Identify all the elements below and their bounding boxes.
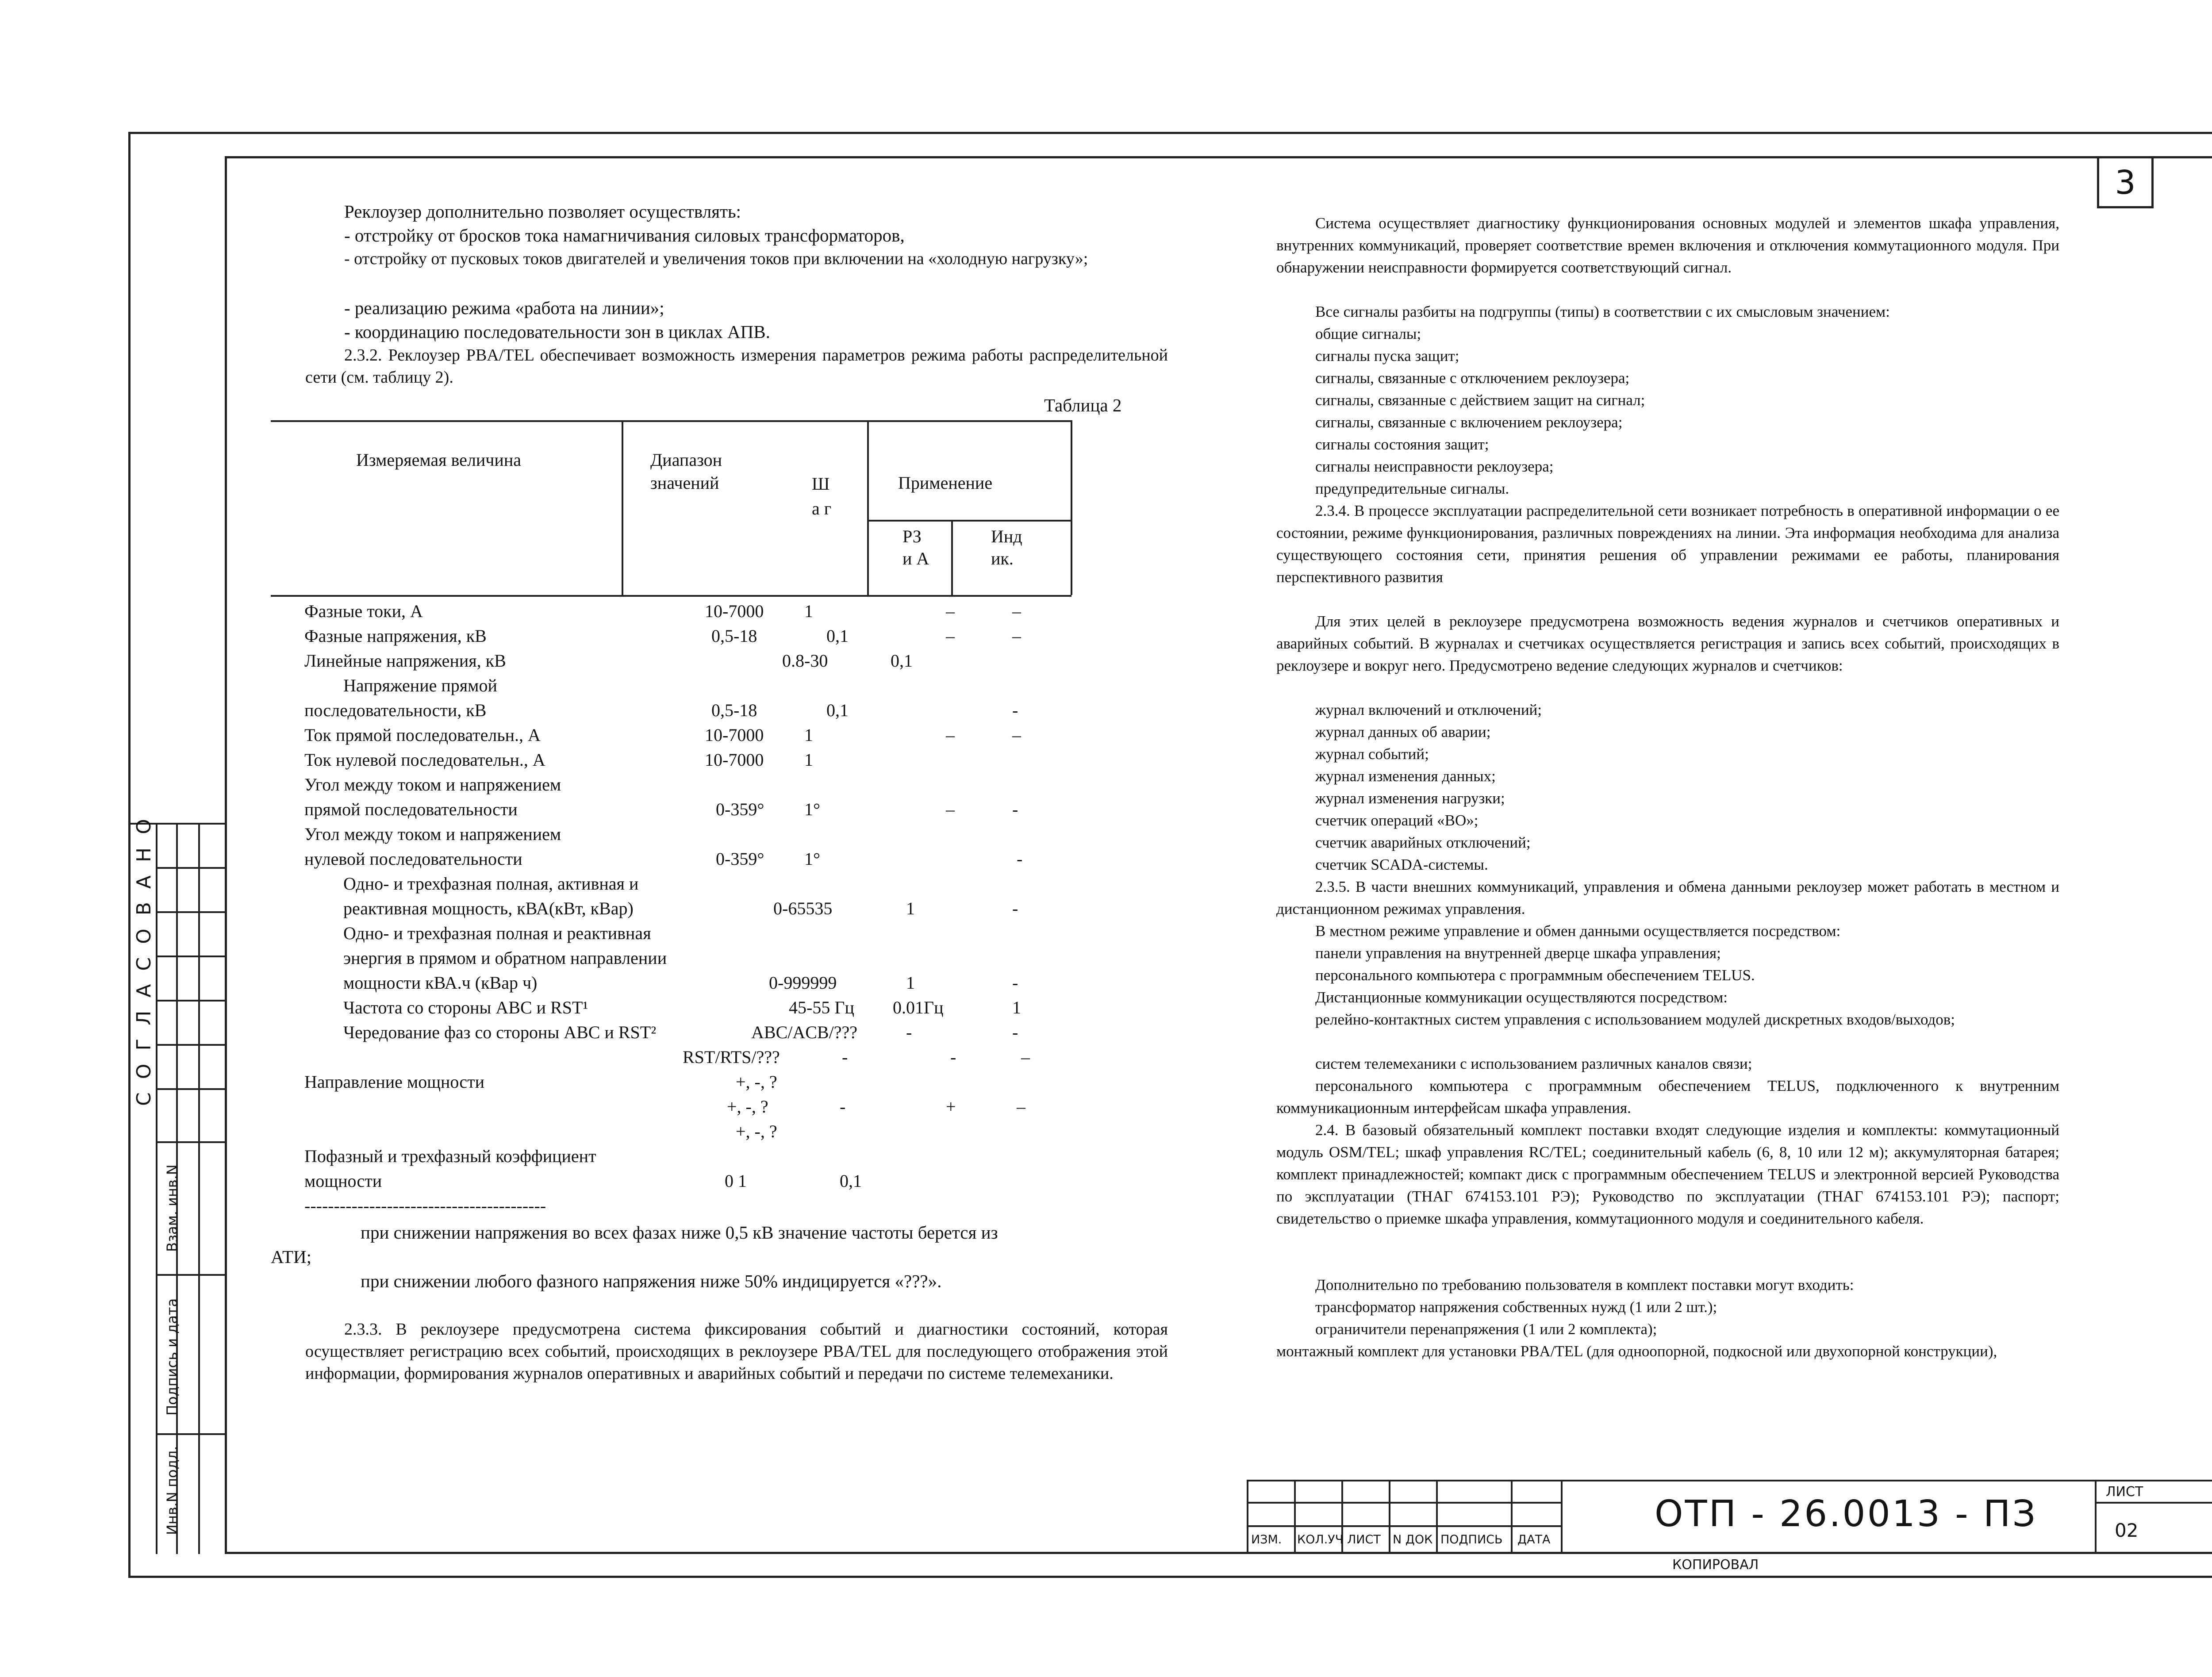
th-rz: РЗ и А xyxy=(902,526,929,568)
table-border xyxy=(951,520,953,595)
intro-text: Реклоузер дополнительно позволяет осуществлять: xyxy=(344,201,741,222)
table-row: Линейные напряжения, кВ 0.8-30 0,1 xyxy=(304,651,913,671)
footnote-rule: ----------------------------------------- xyxy=(304,1196,546,1216)
bullet-2: - отстройку от пусковых токов двигателей и увеличения токов при включении на «холодную нагрузку»; xyxy=(344,249,1088,268)
list-item: персонального компьютера с программным обеспечением TELUS. xyxy=(1315,967,1755,984)
table-border xyxy=(867,520,1071,522)
table-row: энергия в прямом и обратном направлении xyxy=(343,948,667,968)
list-item: счетчик аварийных отключений; xyxy=(1315,834,1531,851)
title-block-border xyxy=(1247,1480,2212,1481)
table-border xyxy=(622,420,623,595)
tb-col-izm: ИЗМ. xyxy=(1251,1533,1282,1547)
list-item: сигналы пуска защит; xyxy=(1315,347,1459,365)
sheet-number: 3 xyxy=(2097,156,2154,208)
table-row: Фазные токи, А 10-7000 1 – – xyxy=(304,601,1021,621)
right-p234: 2.3.4. В процессе эксплуатации распределительной сети возникает потребность в оперативной информации о ее состоянии, режиме функционирования, различных повреждениях на линии. Эта информация необходима для анализа существующего состояния сети, принятия решения об управлении режимами ее работы, планирования перспективного развития xyxy=(1276,502,2059,586)
document-code: ОТП - 26.0013 - ПЗ xyxy=(1655,1493,2038,1535)
list-item: журнал включений и отключений; xyxy=(1315,701,1542,718)
table-border xyxy=(867,420,869,595)
stamp-line xyxy=(156,1000,225,1002)
stamp-line xyxy=(156,823,157,1554)
th-step: Ш а г xyxy=(812,474,832,518)
bullet-3: - реализацию режима «работа на линии»; xyxy=(344,298,664,318)
right-remote-1: релейно-контактных систем управления с использованием модулей дискретных входов/выходов; xyxy=(1315,1011,1955,1028)
paragraph-233: 2.3.3. В реклоузере предусмотрена система фиксирования событий и диагностики состояний, которая осуществляет регистрацию всех событий, происходящих в реклоузере PBA/TEL для последующего отображения этой информации, формирования журналов оперативных и аварийных событий и передачи по системе телемеханики. xyxy=(305,1320,1168,1383)
th-measured: Измеряемая величина xyxy=(356,450,521,470)
stamp-line xyxy=(156,1274,225,1276)
table-row: Пофазный и трехфазный коэффициент xyxy=(304,1146,596,1166)
right-p-local: В местном режиме управление и обмен данными осуществляется посредством: xyxy=(1315,922,1841,940)
table-row: мощности кВА.ч (кВар ч) 0-999999 1 - xyxy=(343,973,1018,993)
table-row: Одно- и трехфазная полная и реактивная xyxy=(343,923,651,943)
table-row: +, -, ? - + – xyxy=(727,1097,1025,1117)
table-row: реактивная мощность, кВА(кВт, кВар) 0-65535 1 - xyxy=(343,898,1018,918)
table-row: Одно- и трехфазная полная, активная и xyxy=(343,874,639,894)
bullet-4: - координацию последовательности зон в циклах АПВ. xyxy=(344,322,770,342)
th-range-2: значений xyxy=(650,473,719,493)
table-row: Фазные напряжения, кВ 0,5-18 0,1 – – xyxy=(304,626,1021,646)
list-item: счетчик операций «ВО»; xyxy=(1315,812,1479,829)
table-row: мощности 0 1 0,1 xyxy=(304,1171,862,1191)
title-block-border xyxy=(1561,1480,1563,1554)
right-extra-3: монтажный комплект для установки PBA/TEL (для одноопорной, подкосной или двухопорной конструкции), xyxy=(1276,1343,1997,1360)
bullet-1: - отстройку от бросков тока намагничивания силовых трансформаторов, xyxy=(344,225,905,246)
tb-col-kol: КОЛ.УЧ xyxy=(1297,1533,1344,1547)
list-item: журнал изменения данных; xyxy=(1315,768,1496,785)
journals-list xyxy=(1315,699,2058,876)
list-item: сигналы неисправности реклоузера; xyxy=(1315,458,1554,475)
table-row: Чередование фаз со стороны АВС и RST² ABC/ACB/??? - - xyxy=(343,1022,1018,1042)
stamp-replace-inv: Взам. инв.N xyxy=(164,1164,180,1252)
table-row: прямой последовательности 0-359° 1° – - xyxy=(304,799,1018,819)
title-block-border xyxy=(1511,1480,1513,1554)
stamp-line xyxy=(156,867,225,869)
tb-list-number: 02 xyxy=(2115,1520,2139,1541)
stamp-line xyxy=(156,1141,225,1143)
table-row: Направление мощности +, -, ? xyxy=(304,1072,777,1092)
footnote-1: при снижении напряжения во всех фазах ниже 0,5 кВ значение частоты берется из xyxy=(361,1222,998,1243)
list-item: сигналы, связанные с включением реклоузера; xyxy=(1315,414,1623,431)
tb-col-sign: ПОДПИСЬ xyxy=(1440,1533,1503,1547)
signals-list xyxy=(1315,323,2058,500)
stamp-line xyxy=(156,956,225,957)
table-border xyxy=(1071,420,1072,595)
th-ind: Инд ик. xyxy=(991,526,1022,568)
right-p2: Все сигналы разбиты на подгруппы (типы) в соответствии с их смысловым значением: xyxy=(1315,303,1890,320)
table-label: Таблица 2 xyxy=(1044,395,1122,415)
list-item: журнал изменения нагрузки; xyxy=(1315,790,1505,807)
right-p-remote: Дистанционные коммуникации осуществляются посредством: xyxy=(1315,989,1728,1006)
table-body xyxy=(304,600,1079,1194)
table-row: RST/RTS/??? - - – xyxy=(683,1047,1030,1067)
table-row: Ток прямой последовательн., А 10-7000 1 – – xyxy=(304,725,1021,745)
paragraph-232: 2.3.2. Реклоузер PBA/TEL обеспечивает возможность измерения параметров режима работы распределительной сети (см. таблицу 2). xyxy=(305,346,1168,387)
local-list xyxy=(1315,942,2058,986)
table-row: нулевой последовательности 0-359° 1° - xyxy=(304,849,1023,869)
list-item: предупредительные сигналы. xyxy=(1315,480,1509,497)
right-p-goals: Для этих целей в реклоузере предусмотрена возможность ведения журналов и счетчиков оперативных и аварийных событий. В журналах и счетчиках осуществляется регистрация и запись всех событий, происходящих в реклоузере и вокруг него. Предусмотрено ведение следующих журналов и счетчиков: xyxy=(1276,613,2059,674)
tb-col-list: ЛИСТ xyxy=(1347,1533,1381,1547)
table-row: Ток нулевой последовательн., А 10-7000 1 xyxy=(304,750,813,770)
list-item: общие сигналы; xyxy=(1315,325,1421,342)
tb-col-ndoc: N ДОК xyxy=(1393,1533,1433,1547)
table-row: последовательности, кВ 0,5-18 0,1 - xyxy=(304,700,1018,720)
list-item: журнал событий; xyxy=(1315,745,1429,763)
stamp-inv-orig: Инв.N подл. xyxy=(164,1446,180,1535)
list-item: сигналы состояния защит; xyxy=(1315,436,1489,453)
table-row: Угол между током и напряжением xyxy=(304,775,561,794)
stamp-line xyxy=(156,1433,225,1435)
list-item: панели управления на внутренней дверце шкафа управления; xyxy=(1315,944,1721,962)
th-range-1: Диапазон xyxy=(650,450,722,470)
footnote-1-cont: АТИ; xyxy=(271,1247,312,1267)
right-p-extra: Дополнительно по требованию пользователя в комплект поставки могут входить: xyxy=(1315,1276,1854,1293)
title-block-border xyxy=(1389,1480,1390,1554)
stamp-sign-date: Подпись и дата xyxy=(164,1298,180,1416)
stamp-line xyxy=(156,1044,225,1046)
table-row: Угол между током и напряжением xyxy=(304,824,561,844)
copied-label: КОПИРОВАЛ xyxy=(1672,1557,1759,1573)
stamp-line xyxy=(156,1088,225,1090)
right-extra-1: трансформатор напряжения собственных нужд (1 или 2 шт.); xyxy=(1315,1298,1717,1316)
right-remote-3: персонального компьютера с программным обеспечением TELUS, подключенного к внутренним коммуникационным интерфейсам шкафа управления. xyxy=(1276,1077,2059,1117)
stamp-line xyxy=(156,911,225,913)
right-p24: 2.4. В базовый обязательный комплект поставки входят следующие изделия и комплекты: коммутационный модуль OSM/TEL; шкаф управления RC/TEL; соединительный кабель (6, 8, 10 или 12 м); аккумуляторная батарея; комплект принадлежностей; компакт диск с программным обеспечением TELUS и электронной версией Руководства по эксплуатации (ТНАГ 674153.101 РЭ); Руководство по эксплуатации (ТНАГ 674153.101 РЭ); паспорт; свидетельство о приемке шкафа управления, коммутационного модуля и соединительного кабеля. xyxy=(1276,1121,2059,1227)
title-block-border xyxy=(1294,1480,1296,1554)
title-block-border xyxy=(1436,1480,1438,1554)
table-row: Напряжение прямой xyxy=(343,675,497,695)
tb-col-date: ДАТА xyxy=(1517,1533,1551,1547)
right-p235: 2.3.5. В части внешних коммуникаций, управления и обмена данными реклоузер может работать в местном и дистанционном режимах управления. xyxy=(1276,878,2059,917)
stamp-line xyxy=(198,823,200,1554)
title-block-border xyxy=(2095,1502,2212,1504)
table-border xyxy=(271,420,1071,422)
footnote-2: при снижении любого фазного напряжения ниже 50% индицируется «???». xyxy=(361,1271,942,1291)
right-remote-2: систем телемеханики с использованием различных каналов связи; xyxy=(1315,1055,1752,1072)
list-item: сигналы, связанные с действием защит на сигнал; xyxy=(1315,391,1645,409)
list-item: счетчик SCADA-системы. xyxy=(1315,856,1488,873)
th-application: Применение xyxy=(898,473,993,493)
list-item: журнал данных об аварии; xyxy=(1315,723,1491,741)
table-row: +, -, ? xyxy=(736,1121,777,1141)
title-block-border xyxy=(2095,1480,2097,1554)
table-row: Частота со стороны АВС и RST¹ 45-55 Гц 0.01Гц 1 xyxy=(343,998,1021,1017)
right-extra-2: ограничители перенапряжения (1 или 2 комплекта); xyxy=(1315,1320,1657,1338)
stamp-approved: СОГЛАСОВАНО xyxy=(133,806,155,1106)
table-border xyxy=(271,595,1071,597)
title-block-border xyxy=(1247,1480,1248,1554)
list-item: сигналы, связанные с отключением реклоузера; xyxy=(1315,369,1630,387)
tb-list-label: ЛИСТ xyxy=(2106,1484,2143,1500)
right-p1: Система осуществляет диагностику функционирования основных модулей и элементов шкафа управления, внутренних коммуникаций, проверяет соответствие времен включения и отключения коммутационного модуля. При обнаружении неисправности формируется соответствующий сигнал. xyxy=(1276,215,2059,276)
